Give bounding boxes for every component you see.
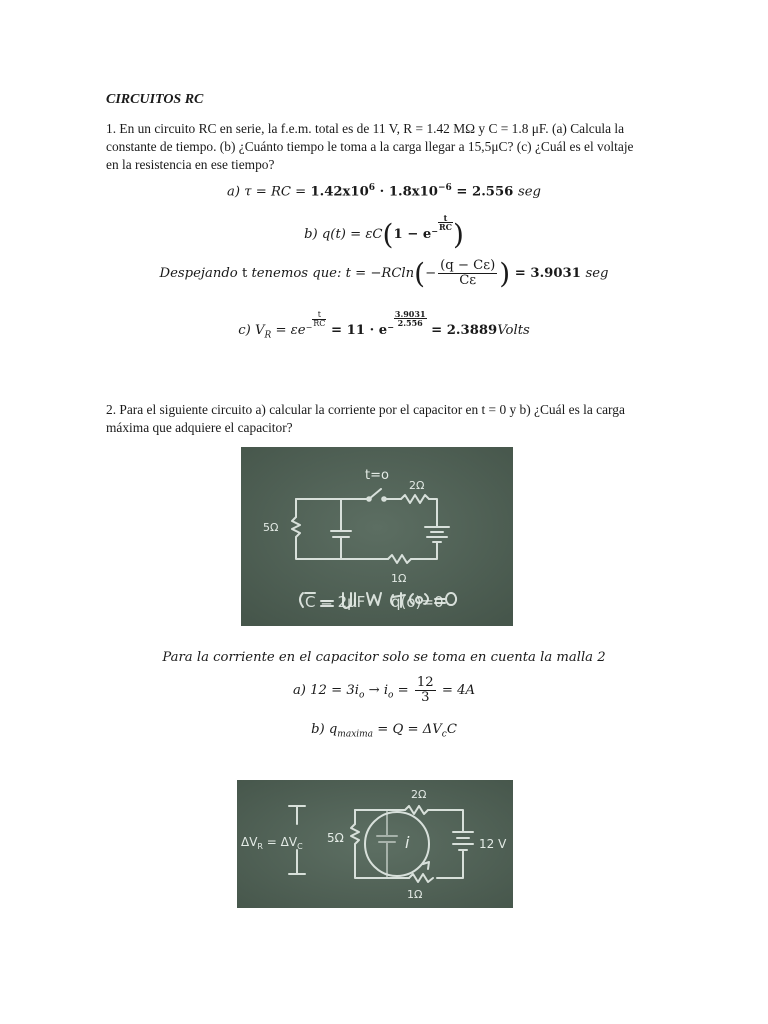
delta-v-label: $\Delta V_R = \Delta V_C$ xyxy=(241,835,303,851)
equation-2b: b) $q_{maxima} = Q = \Delta V_cC$ xyxy=(311,722,457,740)
equation-1c: c) $V_R = \varepsilon e-$ $\frac{t}{RC}$ = 11 · e− $\frac{3.9031}{2.556}$ = 2.3889Volts xyxy=(238,309,530,341)
problem-2-line: máxima que adquiere el capacitor? xyxy=(106,420,293,435)
resistor-1-label: 1Ω xyxy=(391,572,407,585)
problem-1-line: constante de tiempo. (b) ¿Cuánto tiempo le toma a la carga llegar a 15,5μC? (c) ¿Cuál es el voltaje xyxy=(106,139,634,154)
resistor-2-label: 2Ω xyxy=(409,479,425,492)
equation-2a: a) $12 = 3i_o \to i_o$ = $\frac{12}{3}$ = 4A xyxy=(292,675,476,705)
problem-2-line: 2. Para el siguiente circuito a) calcular la corriente por el capacitor en t = 0 y b) ¿Cuál es la carga xyxy=(106,402,625,417)
resistor-5-label: 5Ω xyxy=(327,831,344,845)
problem-2-statement xyxy=(106,401,664,437)
equation-1a: a) τ = RC = $1.42x10^6 \cdot 1.8x10^{-6} = 2.556$ seg xyxy=(227,183,541,200)
equation-1b: b) q(t) = εC(1 − e− $\frac{t}{RC}$ ) xyxy=(304,213,464,251)
resistor-5-label: 5Ω xyxy=(263,521,279,534)
voltage-label: 12 V xyxy=(479,837,507,851)
resistor-2-label: 2Ω xyxy=(411,788,427,801)
chalkboard-circuit-photo-1 xyxy=(241,447,513,626)
capacitance-note: C = 2μF xyxy=(305,593,366,611)
mesh-current-label: i xyxy=(405,833,410,852)
mesh-note: Para la corriente en el capacitor solo se toma en cuenta la malla 2 xyxy=(162,650,606,665)
document-title: CIRCUITOS RC xyxy=(106,92,204,107)
chalkboard-circuit-photo-2 xyxy=(237,780,513,908)
equation-1-solve-t: Despejando t tenemos que: t = −RCln(− $\frac{(q - C\varepsilon)}{C\varepsilon}$ ) = 3.9031 seg xyxy=(159,257,609,290)
problem-1-statement xyxy=(106,120,664,174)
circuit-diagram-2 xyxy=(237,780,513,908)
problem-1-line: en la resistencia en ese tiempo? xyxy=(106,157,275,172)
initial-charge-note: q(o)=0 xyxy=(391,593,444,611)
circuit-diagram-1 xyxy=(241,447,513,626)
resistor-1-label: 1Ω xyxy=(407,888,423,901)
switch-label: t=o xyxy=(365,468,389,483)
problem-1-line: 1. En un circuito RC en serie, la f.e.m. total es de 11 V, R = 1.42 MΩ y C = 1.8 μF. (a) Calcula la xyxy=(106,121,625,136)
